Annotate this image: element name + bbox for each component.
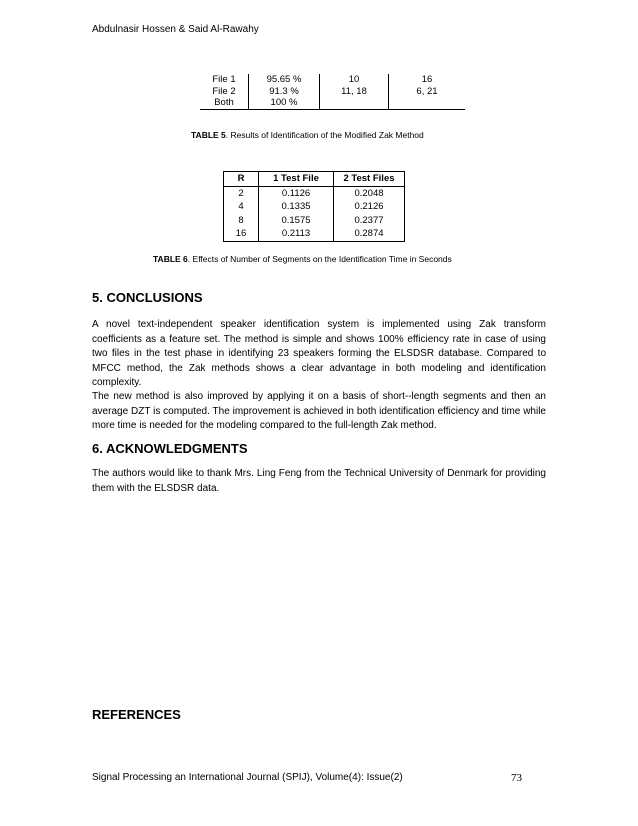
acknowledgments-heading: 6. ACKNOWLEDGMENTS (92, 441, 248, 456)
table-cell: 0.1335 (259, 200, 334, 214)
table-cell: 0.2126 (334, 200, 405, 214)
table-row (200, 74, 465, 86)
table-cell: 4 (238, 201, 244, 212)
references-heading: REFERENCES (92, 707, 181, 722)
table-cell: 91.3 % (249, 86, 320, 98)
table-row (224, 200, 405, 214)
table-cell: 0.2377 (334, 214, 405, 228)
table-cell: 11, 18 (320, 86, 389, 98)
conclusions-paragraph-2: The new method is also improved by applying it on a basis of short--length segments and then an average DZT is computed. The improvement is achieved in both identification efficiency and time while more time is needed for the modeling compared to the full-length Zak method. (92, 391, 546, 431)
page-footer (92, 772, 550, 783)
acknowledgments-paragraph: The authors would like to thank Mrs. Ling Feng from the Technical University of Denmark for providing them with the ELSDSR data. (92, 468, 546, 494)
table-row (224, 227, 405, 241)
table-cell: 0.2113 (259, 227, 334, 241)
table-cell (389, 97, 466, 109)
table-cell (320, 97, 389, 109)
table-cell: File 2 (212, 85, 236, 97)
table-cell: 16 (389, 74, 466, 86)
column-header: R (224, 172, 259, 187)
table-cell: 0.2048 (334, 186, 405, 200)
table-cell: File 1 (212, 74, 236, 85)
caption-label: TABLE 5 (191, 130, 226, 140)
running-header: Abdulnasir Hossen & Said Al-Rawahy (92, 24, 259, 35)
table-cell: 0.2874 (334, 227, 405, 241)
table-cell: 2 (238, 187, 244, 199)
caption-text: . Results of Identification of the Modified Zak Method (225, 130, 424, 140)
table-5 (200, 74, 465, 110)
table-cell: 0.1126 (259, 186, 334, 200)
caption-label: TABLE 6 (153, 254, 188, 264)
table-6-caption (153, 254, 452, 264)
table-cell: 8 (238, 214, 244, 226)
table-row (224, 214, 405, 228)
table-row (200, 97, 465, 109)
column-header: 2 Test Files (334, 172, 405, 187)
table-cell: 16 (235, 228, 247, 239)
conclusions-paragraph-1: A novel text-independent speaker identification system is implemented using Zak transform coefficients as a feature set. The method is simple and shows 100% efficiency rate in case of using two files in the test phase in identifying 23 speakers forming the ELSDSR database. Compared to MFCC method, the Zak methods shows a clear advantage in both modeling and identification complexity. (92, 319, 546, 388)
caption-text: . Effects of Number of Segments on the Identification Time in Seconds (187, 254, 452, 264)
table-cell: 95.65 % (249, 74, 320, 86)
table-6 (223, 171, 405, 242)
table-cell: 0.1575 (259, 214, 334, 228)
page-number: 73 (511, 772, 522, 784)
table-header-row (224, 172, 405, 187)
conclusions-heading: 5. CONCLUSIONS (92, 290, 203, 305)
column-header: 1 Test File (259, 172, 334, 187)
table-cell: Both (214, 97, 234, 108)
table-row (200, 86, 465, 98)
table-cell: 100 % (249, 97, 320, 109)
table-cell: 10 (320, 74, 389, 86)
journal-citation: Signal Processing an International Journal (SPIJ), Volume(4): Issue(2) (92, 772, 403, 783)
table-row (224, 186, 405, 200)
table-cell: 6, 21 (389, 86, 466, 98)
table-5-caption (191, 130, 424, 140)
